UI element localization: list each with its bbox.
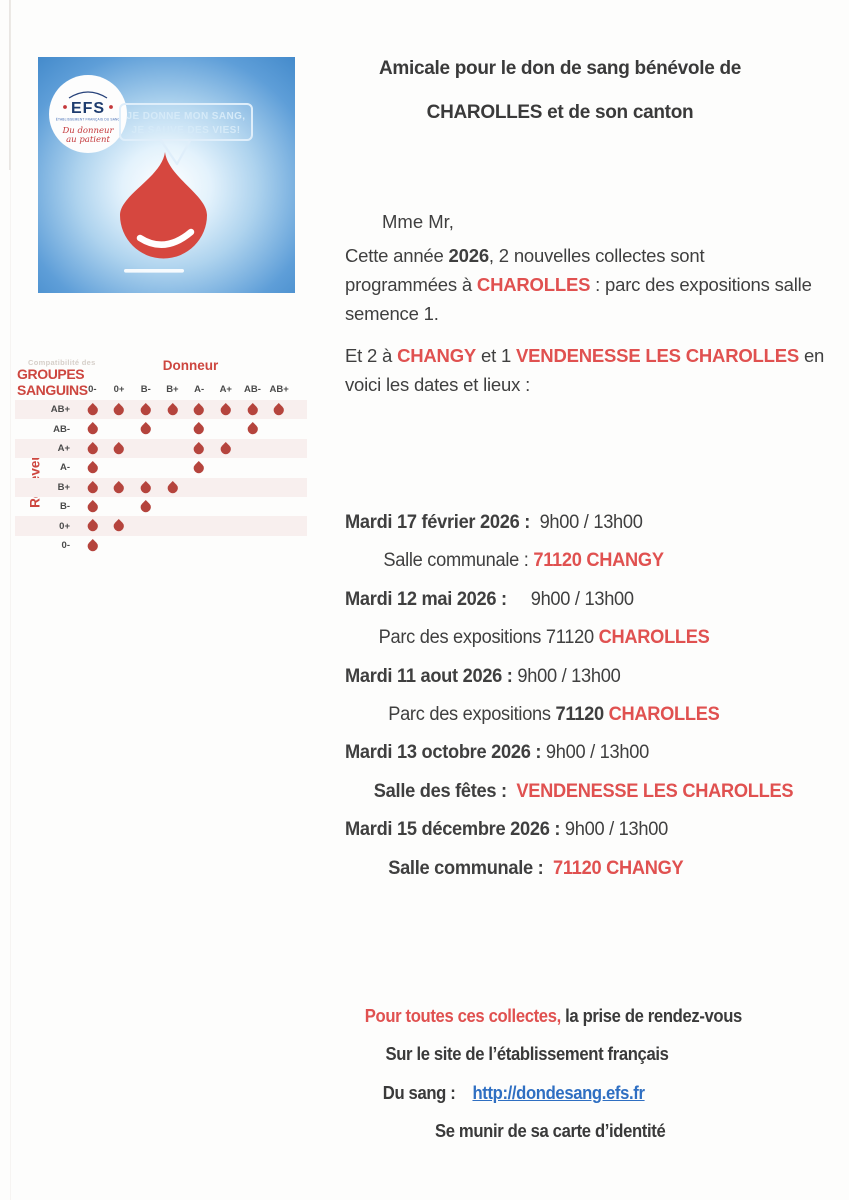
text-segment: Se munir de sa carte d’identité <box>435 1120 666 1142</box>
compat-cell <box>212 516 239 535</box>
compat-cell <box>212 419 239 438</box>
compat-cell <box>79 536 106 555</box>
paragraph <box>345 241 824 328</box>
text-segment: VENDENESSE LES CHAROLLES <box>516 345 800 366</box>
compat-row <box>15 439 307 458</box>
compat-cell <box>132 439 159 458</box>
donor-column-label: B+ <box>166 383 179 395</box>
compat-cell <box>266 497 293 516</box>
compat-grid <box>15 380 307 555</box>
text-segment: 9h00 / 13h00 <box>560 819 668 841</box>
compat-cell <box>212 497 239 516</box>
text-segment: voici les dates et lieux : <box>345 374 531 395</box>
donation-poster <box>38 57 295 293</box>
paragraph <box>345 341 824 399</box>
text-segment: CHANGY <box>397 345 477 366</box>
compat-cell <box>79 478 106 497</box>
compat-cell <box>132 400 159 419</box>
chart-title-line1: GROUPES <box>17 366 85 382</box>
blood-drop-icon <box>112 442 125 455</box>
receiver-row-label: B+ <box>57 481 70 493</box>
receiver-row-label: 0+ <box>59 520 70 532</box>
paragraph-line <box>345 241 824 270</box>
compat-cell <box>132 419 159 438</box>
compat-row <box>15 458 307 477</box>
drop-reflection-line <box>124 269 184 273</box>
blood-drop-icon <box>86 422 99 435</box>
compat-cell <box>266 419 293 438</box>
blood-drop-icon <box>246 422 259 435</box>
compat-cell <box>186 516 213 535</box>
schedule-date-line <box>345 819 793 841</box>
footer-line <box>345 1005 742 1027</box>
compat-cell <box>79 419 106 438</box>
compat-row <box>15 516 307 535</box>
compat-cell <box>186 458 213 477</box>
compat-cell <box>159 400 186 419</box>
blood-drop-icon <box>192 422 205 435</box>
compat-cell <box>186 536 213 555</box>
text-segment: Sur le site de l’établissement français <box>385 1043 669 1065</box>
compat-cell <box>239 419 266 438</box>
compat-cell <box>159 419 186 438</box>
schedule-location-line <box>345 781 793 803</box>
compat-cell <box>79 458 106 477</box>
chart-kicker: Compatibilité des <box>28 358 96 367</box>
blood-drop-icon <box>86 461 99 474</box>
text-segment: , 2 nouvelles collectes sont <box>488 245 705 266</box>
compat-cell <box>212 536 239 555</box>
blood-drop-icon <box>166 403 179 416</box>
efs-tagline-line2: au patient <box>66 135 110 145</box>
compat-cell <box>212 439 239 458</box>
compat-cell <box>79 497 106 516</box>
compat-cell <box>186 439 213 458</box>
blood-drop-icon <box>166 481 179 494</box>
text-segment: : parc des expositions salle <box>590 274 812 295</box>
compat-cell <box>266 536 293 555</box>
receiver-row-label: 0- <box>61 539 70 551</box>
blood-drop-icon <box>112 519 125 532</box>
scan-artifact-edge <box>10 0 11 1200</box>
compatibility-chart <box>15 352 307 564</box>
blood-drop-icon <box>139 500 152 513</box>
schedule-location-line <box>345 704 793 726</box>
compat-cell <box>159 478 186 497</box>
salutation: Mme Mr, <box>382 211 454 232</box>
compat-row <box>15 536 307 555</box>
schedule-date-line <box>345 742 793 764</box>
text-segment: Et 2 à <box>345 345 398 366</box>
compat-cell <box>239 400 266 419</box>
compat-row <box>15 419 307 438</box>
text-segment: Mardi 13 octobre 2026 : <box>345 742 542 764</box>
compat-header-row <box>15 380 307 398</box>
donor-column-label: A+ <box>219 383 232 395</box>
paragraph-line <box>345 299 824 328</box>
text-segment: programmées à <box>345 274 477 295</box>
text-segment: Salle des fêtes : <box>373 780 517 802</box>
blood-drop-icon <box>86 403 99 416</box>
compat-cell <box>266 400 293 419</box>
text-segment: en <box>799 345 825 366</box>
compat-cell <box>239 458 266 477</box>
schedule-date-line <box>345 512 793 534</box>
blood-drop-icon <box>112 403 125 416</box>
text-segment: 9h00 / 13h00 <box>530 512 643 533</box>
text-segment: 71120 <box>555 703 609 725</box>
blood-drop-icon <box>219 403 232 416</box>
schedule-location-line <box>345 550 793 572</box>
compat-cell <box>212 400 239 419</box>
compat-cell <box>106 478 133 497</box>
compat-cell <box>159 439 186 458</box>
compat-cell <box>212 458 239 477</box>
chart-title-line2: SANGUINS <box>17 382 88 398</box>
blood-drop-icon <box>246 403 259 416</box>
text-segment: Parc des expositions <box>388 703 556 725</box>
blood-drop-icon <box>86 442 99 455</box>
efs-tagline-line1: Du donneur <box>62 126 114 136</box>
compat-cell <box>79 400 106 419</box>
compat-cell <box>106 536 133 555</box>
compat-cell <box>106 439 133 458</box>
footer-line <box>345 1043 742 1065</box>
text-segment: Salle communale : <box>383 550 534 572</box>
text-segment: semence 1. <box>345 303 439 324</box>
poster-image <box>38 57 295 293</box>
text-segment: VENDENESSE LES CHAROLLES <box>516 780 794 802</box>
compat-cell <box>186 497 213 516</box>
donor-column-label: AB- <box>244 383 261 395</box>
compat-cell <box>132 497 159 516</box>
compat-cell <box>106 497 133 516</box>
blood-drop-icon <box>86 500 99 513</box>
compat-cell <box>266 516 293 535</box>
efs-logo <box>49 75 127 153</box>
receiver-row-label: B- <box>59 501 70 513</box>
compat-cell <box>79 439 106 458</box>
compat-cell <box>186 478 213 497</box>
blood-drop-icon <box>86 539 99 552</box>
receiver-row-label: AB+ <box>50 404 70 416</box>
text-segment: Du sang : <box>382 1081 473 1103</box>
footer-line <box>345 1082 742 1104</box>
compat-cell <box>239 536 266 555</box>
blood-drop-icon <box>139 422 152 435</box>
compat-cell <box>266 478 293 497</box>
text-segment: Parc des expositions 71120 <box>378 627 599 649</box>
text-segment: CHAROLLES <box>598 627 710 649</box>
efs-logo-text: EFS <box>70 100 106 117</box>
paragraph-line <box>345 370 824 399</box>
text-segment: la prise de rendez-vous <box>560 1005 742 1026</box>
bubble-text-line1: JE DONNE MON SANG, <box>126 111 246 122</box>
compat-cell <box>159 516 186 535</box>
bubble-text-line2: JE SAUVE DES VIES! <box>131 125 241 136</box>
efs-logo-subtitle: ÉTABLISSEMENT FRANÇAIS DU SANG <box>55 117 121 122</box>
compat-cell <box>132 458 159 477</box>
blood-drop-icon <box>192 442 205 455</box>
compat-cell <box>106 458 133 477</box>
blood-drop-icon <box>139 403 152 416</box>
blood-drop-icon <box>139 481 152 494</box>
compat-cell <box>106 516 133 535</box>
blood-drop-icon <box>219 442 232 455</box>
schedule-location-line <box>345 627 793 649</box>
page-title-line2: CHAROLLES et de son canton <box>426 102 694 123</box>
efs-website-link[interactable]: http://dondesang.efs.fr <box>472 1081 645 1103</box>
text-segment: CHAROLLES <box>608 703 720 725</box>
compat-cell <box>132 478 159 497</box>
donor-column-label: AB+ <box>269 383 289 395</box>
compat-cell <box>106 400 133 419</box>
page-title-line1: Amicale pour le don de sang bénévole de <box>378 58 742 79</box>
text-segment: Mardi 17 février 2026 : <box>345 512 531 533</box>
donor-column-label: 0- <box>88 383 97 395</box>
text-segment: 9h00 / 13h00 <box>506 588 634 610</box>
compat-cell <box>159 497 186 516</box>
text-segment: 71120 CHANGY <box>533 550 664 572</box>
paragraph-line <box>345 341 824 370</box>
blood-drop-icon <box>86 481 99 494</box>
text-segment: 71120 CHANGY <box>553 857 684 879</box>
receiver-row-label: AB- <box>53 423 70 435</box>
compat-cell <box>239 478 266 497</box>
schedule-location-line <box>345 858 793 880</box>
schedule-date-line <box>345 589 793 611</box>
receiver-row-label: A- <box>59 462 70 474</box>
compat-cell <box>186 400 213 419</box>
text-segment: CHAROLLES <box>476 274 591 295</box>
blood-drop-icon <box>112 481 125 494</box>
compat-row <box>15 400 307 419</box>
text-segment: Mardi 12 mai 2026 : <box>345 588 507 610</box>
compat-cell <box>212 478 239 497</box>
text-segment: Pour toutes ces collectes, <box>364 1005 561 1026</box>
text-segment: et 1 <box>476 345 516 366</box>
donor-column-label: 0+ <box>113 383 125 395</box>
footer-line <box>345 1120 742 1142</box>
text-segment: Cette année <box>345 245 449 266</box>
compat-cell <box>132 536 159 555</box>
footer-block <box>345 1005 786 1159</box>
text-segment: Salle communale : <box>388 857 554 879</box>
compat-row <box>15 478 307 497</box>
compat-cell <box>159 536 186 555</box>
schedule-date-line <box>345 666 793 688</box>
donor-axis-label: Donneur <box>162 358 219 373</box>
donor-column-label: A- <box>194 383 205 395</box>
compat-cell <box>239 497 266 516</box>
compat-cell <box>106 419 133 438</box>
text-segment: 9h00 / 13h00 <box>512 665 621 687</box>
compat-cell <box>159 458 186 477</box>
text-segment: Mardi 11 aout 2026 : <box>345 665 513 687</box>
text-segment: 2026 <box>448 245 489 266</box>
text-segment: 9h00 / 13h00 <box>541 742 649 764</box>
blood-drop-icon <box>192 461 205 474</box>
receiver-row-label: A+ <box>57 442 70 454</box>
blood-drop-icon <box>192 403 205 416</box>
text-segment: Mardi 15 décembre 2026 : <box>345 819 561 841</box>
compat-cell <box>239 516 266 535</box>
compat-row <box>15 497 307 516</box>
collection-schedule <box>345 512 812 896</box>
compat-cell <box>79 516 106 535</box>
letter-paragraphs <box>345 241 824 412</box>
compat-cell <box>239 439 266 458</box>
paragraph-line <box>345 270 824 299</box>
compat-cell <box>132 516 159 535</box>
page-title <box>330 58 790 124</box>
blood-drop-icon <box>86 519 99 532</box>
compat-cell <box>186 419 213 438</box>
blood-drop-icon <box>272 403 285 416</box>
compat-cell <box>266 439 293 458</box>
donor-column-label: B- <box>140 383 151 395</box>
compat-cell <box>266 458 293 477</box>
